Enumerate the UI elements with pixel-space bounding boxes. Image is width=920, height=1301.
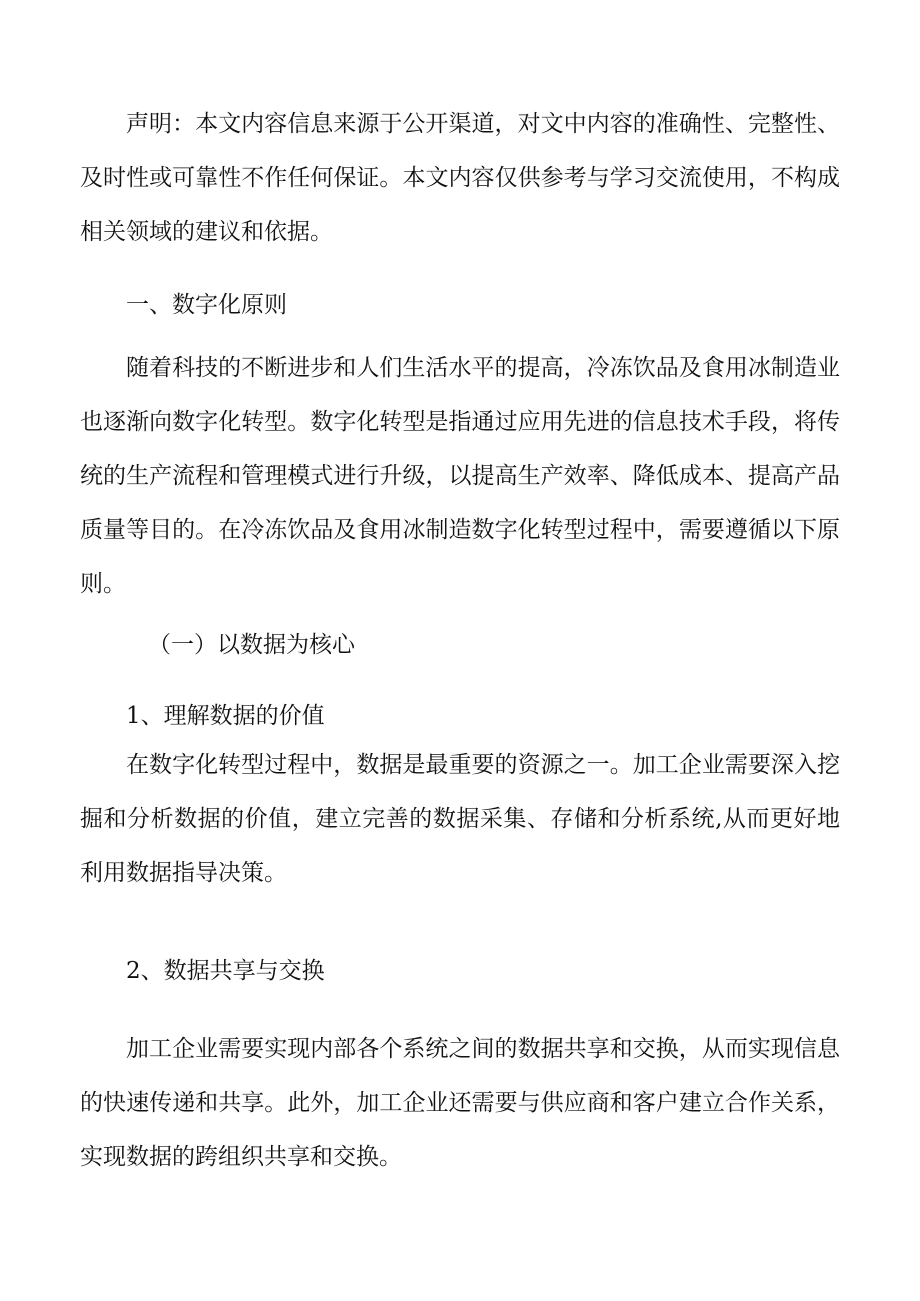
intro-paragraph: 随着科技的不断进步和人们生活水平的提高，冷冻饮品及食用冰制造业也逐渐向数字化转型。数字化转型是指通过应用先进的信息技术手段，将传统的生产流程和管理模式进行升级，以提高生产效率、降低成本、提高产品质量等目的。在冷冻饮品及食用冰制造数字化转型过程中，需要遵循以下原则。: [80, 355, 840, 597]
item-1-heading: 1、理解数据的价值: [126, 703, 325, 729]
item-1-paragraph: 在数字化转型过程中，数据是最重要的资源之一。加工企业需要深入挖掘和分析数据的价值，建立完善的数据采集、存储和分析系统,从而更好地利用数据指导决策。: [80, 752, 840, 886]
item-2-paragraph: 加工企业需要实现内部各个系统之间的数据共享和交换，从而实现信息的快速传递和共享。此外，加工企业还需要与供应商和客户建立合作关系，实现数据的跨组织共享和交换。: [80, 1036, 840, 1170]
item-2-heading: 2、数据共享与交换: [126, 958, 325, 984]
section-heading: 一、数字化原则: [126, 292, 287, 318]
disclaimer-paragraph: 声明：本文内容信息来源于公开渠道，对文中内容的准确性、完整性、及时性或可靠性不作任何保证。本文内容仅供参考与学习交流使用，不构成相关领域的建议和依据。: [80, 111, 840, 245]
subsection-heading: （一）以数据为核心: [148, 632, 355, 658]
